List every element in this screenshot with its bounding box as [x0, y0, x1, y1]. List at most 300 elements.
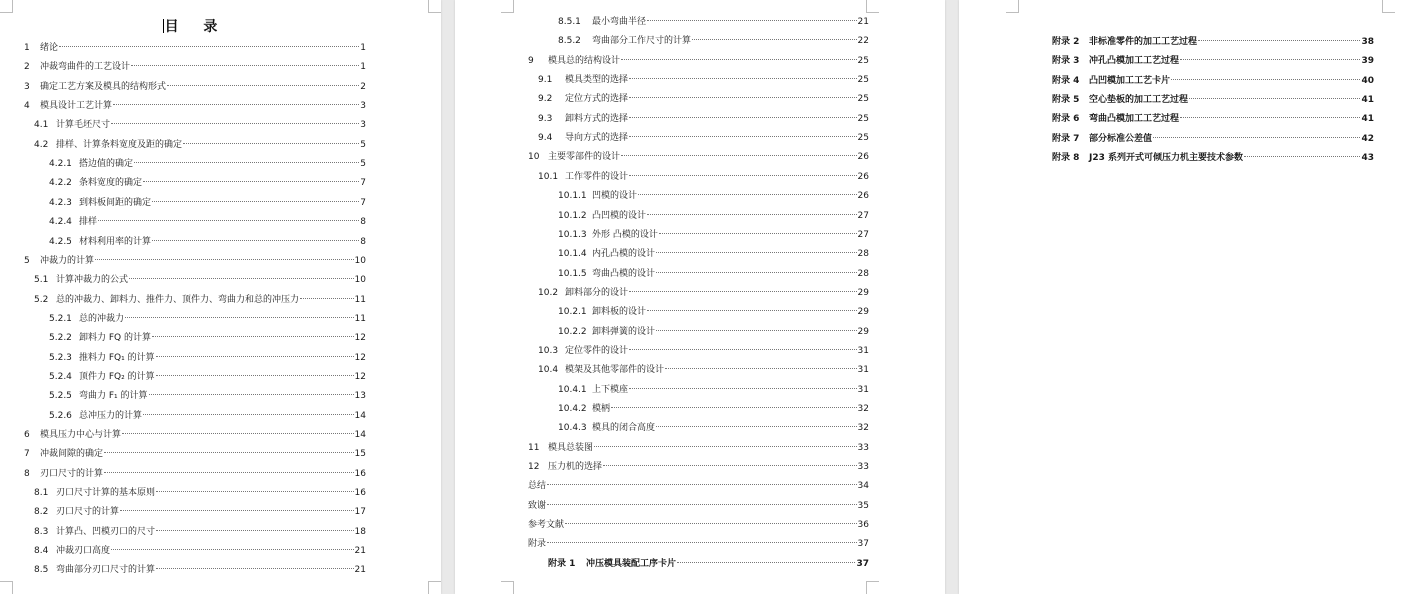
toc-entry[interactable] [49, 370, 366, 384]
dot-leader [120, 510, 354, 511]
toc-entry-title: 空心垫板的加工工艺过程 [1089, 95, 1189, 105]
toc-entry-title: 卸料板的设计 [592, 307, 647, 317]
toc-entry-page-number: 21 [354, 546, 366, 556]
toc-entry-title: 弯曲凸模加工工艺过程 [1089, 114, 1180, 124]
toc-entry-title: 冲裁力的计算 [40, 256, 95, 266]
toc-entry-number: 附录 6 [1052, 114, 1080, 124]
toc-entry-page-number: 1 [360, 43, 366, 53]
toc-entry[interactable] [528, 150, 869, 164]
dot-leader [125, 317, 354, 318]
toc-entry-page-number: 3 [360, 101, 366, 111]
toc-entry-page-number: 41 [1361, 95, 1374, 105]
toc-entry-title: 模柄 [592, 404, 611, 414]
toc-entry-number: 8.3 [34, 527, 49, 537]
dot-leader [143, 414, 354, 415]
toc-entry-number: 10.4.3 [558, 423, 587, 433]
toc-entry[interactable] [34, 544, 366, 558]
toc-entry[interactable] [24, 80, 366, 94]
dot-leader [143, 181, 359, 182]
toc-entry-page-number: 14 [354, 411, 366, 421]
toc-entry[interactable] [538, 131, 869, 145]
dot-leader [104, 472, 354, 473]
toc-entry-number: 10.1.4 [558, 249, 587, 259]
toc-entry-number: 10.1 [538, 172, 559, 182]
toc-entry[interactable] [24, 99, 366, 113]
toc-entry-number: 10.2.1 [558, 307, 587, 317]
dot-leader [659, 233, 857, 234]
dot-leader [1189, 98, 1360, 99]
dot-leader [629, 175, 857, 176]
toc-entry-page-number: 40 [1361, 76, 1374, 86]
toc-entry-number: 4.2.4 [49, 217, 72, 227]
toc-entry-page-number: 39 [1361, 56, 1374, 66]
crop-mark [501, 581, 514, 594]
toc-entry[interactable] [558, 421, 869, 435]
toc-entry-title: 排样 [79, 217, 98, 227]
toc-entry-number: 11 [528, 443, 540, 453]
toc-entry-number: 9.1 [538, 75, 553, 85]
toc-entry-page-number: 36 [857, 520, 869, 530]
dot-leader [665, 368, 857, 369]
toc-entry[interactable] [34, 563, 366, 577]
toc-entry-title: 模具压力中心与计算 [40, 430, 122, 440]
toc-entry-title: 顶件力 FQ₂ 的计算 [79, 372, 155, 382]
toc-entry-page-number: 27 [857, 230, 869, 240]
toc-entry-title: 推料力 FQ₁ 的计算 [79, 353, 155, 363]
dot-leader [129, 278, 354, 279]
toc-entry-number: 9.4 [538, 133, 553, 143]
toc-entry-title: 计算凸、凹模刃口的尺寸 [56, 527, 156, 537]
toc-entry-page-number: 35 [857, 501, 869, 511]
toc-entry[interactable] [528, 499, 869, 513]
toc-entry-number: 10.1.1 [558, 191, 587, 201]
document-page-1 [0, 0, 441, 594]
dot-leader [629, 136, 857, 137]
toc-entry-title: 刃口尺寸的计算 [40, 469, 104, 479]
dot-leader [152, 336, 354, 337]
toc-entry[interactable] [49, 176, 366, 190]
toc-entry[interactable] [24, 428, 366, 442]
toc-entry-title: 冲压模具装配工序卡片 [586, 559, 677, 569]
dot-leader [1180, 59, 1360, 60]
toc-entry-page-number: 7 [360, 198, 366, 208]
dot-leader [131, 65, 359, 66]
dot-leader [156, 568, 354, 569]
toc-entry[interactable] [34, 486, 366, 500]
toc-entry-title: 总的冲裁力 [79, 314, 125, 324]
toc-entry-page-number: 25 [857, 94, 869, 104]
toc-entry-title: 卸料力 FQ 的计算 [79, 333, 151, 343]
toc-appendix-entry[interactable] [1052, 74, 1374, 88]
toc-entry-title: 总结 [528, 481, 547, 491]
toc-entry-page-number: 3 [360, 120, 366, 130]
toc-entry-title: 定位零件的设计 [565, 346, 629, 356]
dot-leader [621, 155, 857, 156]
toc-appendix-entry[interactable] [1052, 54, 1374, 68]
dot-leader [104, 452, 354, 453]
toc-entry-title: 刃口尺寸的计算 [56, 507, 120, 517]
toc-entry-page-number: 26 [857, 152, 869, 162]
toc-appendix-entry[interactable] [1052, 151, 1374, 165]
toc-entry-page-number: 16 [354, 488, 366, 498]
toc-entry-number: 10.1.5 [558, 269, 587, 279]
dot-leader [647, 214, 857, 215]
toc-entry-page-number: 13 [354, 391, 366, 401]
toc-entry-page-number: 31 [857, 346, 869, 356]
crop-mark [501, 0, 514, 13]
toc-entry-number: 4.2.5 [49, 237, 72, 247]
toc-entry[interactable] [558, 34, 869, 48]
toc-entry[interactable] [34, 525, 366, 539]
toc-entry-title: 绪论 [40, 43, 59, 53]
toc-entry-title: 弯曲部分工作尺寸的计算 [592, 36, 692, 46]
dot-leader [1171, 79, 1360, 80]
toc-entry-page-number: 42 [1361, 134, 1374, 144]
toc-entry[interactable] [34, 293, 366, 307]
dot-leader [647, 310, 857, 311]
toc-entry-number: 5 [24, 256, 30, 266]
crop-mark [428, 581, 441, 594]
crop-mark [1382, 0, 1395, 13]
toc-entry-page-number: 43 [1361, 153, 1374, 163]
toc-entry-title: 卸料弹簧的设计 [592, 327, 656, 337]
toc-entry-page-number: 41 [1361, 114, 1374, 124]
dot-leader [656, 252, 857, 253]
toc-entry[interactable] [34, 138, 366, 152]
toc-entry-page-number: 26 [857, 191, 869, 201]
dot-leader [656, 426, 857, 427]
toc-entry-number: 8.1 [34, 488, 49, 498]
dot-leader [149, 394, 354, 395]
toc-entry-number: 10.4.1 [558, 385, 587, 395]
toc-entry-page-number: 32 [857, 404, 869, 414]
dot-leader [547, 542, 857, 543]
toc-entry-page-number: 15 [354, 449, 366, 459]
dot-leader [603, 465, 857, 466]
toc-entry-number: 8.4 [34, 546, 49, 556]
toc-entry[interactable] [49, 235, 366, 249]
dot-leader [111, 549, 354, 550]
toc-entry[interactable] [49, 389, 366, 403]
dot-leader [156, 530, 354, 531]
toc-entry-page-number: 37 [857, 539, 869, 549]
toc-entry-number: 5.2.6 [49, 411, 72, 421]
toc-entry[interactable] [558, 383, 869, 397]
dot-leader [111, 123, 359, 124]
toc-entry-page-number: 17 [354, 507, 366, 517]
dot-leader [113, 104, 359, 105]
toc-entry[interactable] [49, 331, 366, 345]
toc-entry[interactable] [24, 467, 366, 481]
toc-entry-page-number: 26 [857, 172, 869, 182]
toc-appendix-entry[interactable] [548, 557, 869, 571]
toc-entry-number: 7 [24, 449, 30, 459]
toc-entry-number: 4.1 [34, 120, 49, 130]
toc-entry-page-number: 2 [360, 82, 366, 92]
toc-entry-page-number: 5 [360, 140, 366, 150]
toc-entry[interactable] [24, 41, 366, 55]
dot-leader [134, 162, 359, 163]
toc-entry-number: 5.1 [34, 275, 49, 285]
toc-entry-title: 刃口尺寸计算的基本原则 [56, 488, 156, 498]
toc-entry-number: 9 [528, 56, 534, 66]
toc-appendix-entry[interactable] [1052, 35, 1374, 49]
dot-leader [656, 330, 857, 331]
toc-entry-title: 导向方式的选择 [565, 133, 629, 143]
dot-leader [629, 117, 857, 118]
toc-entry-number: 4.2 [34, 140, 49, 150]
toc-entry[interactable] [558, 209, 869, 223]
dot-leader [95, 259, 354, 260]
toc-appendix-entry[interactable] [1052, 93, 1374, 107]
toc-entry-title: 模具设计工艺计算 [40, 101, 113, 111]
dot-leader [156, 491, 354, 492]
toc-entry-title: 条料宽度的确定 [79, 178, 143, 188]
toc-entry-number: 2 [24, 62, 30, 72]
dot-leader [300, 298, 354, 299]
dot-leader [629, 388, 857, 389]
toc-entry[interactable] [49, 157, 366, 171]
toc-entry-page-number: 25 [857, 133, 869, 143]
toc-entry-title: 致谢 [528, 501, 547, 511]
toc-entry-page-number: 25 [857, 56, 869, 66]
toc-entry-number: 12 [528, 462, 540, 472]
crop-mark [0, 581, 13, 594]
toc-entry-page-number: 31 [857, 365, 869, 375]
toc-entry-number: 10.1.2 [558, 211, 587, 221]
toc-entry-title: 模具总的结构设计 [548, 56, 621, 66]
toc-entry-number: 8.2 [34, 507, 49, 517]
toc-entry[interactable] [49, 215, 366, 229]
toc-entry-number: 5.2 [34, 295, 49, 305]
dot-leader [122, 433, 354, 434]
toc-entry-page-number: 12 [354, 372, 366, 382]
document-page-2 [455, 0, 945, 594]
toc-entry-number: 3 [24, 82, 30, 92]
toc-entry-number: 10.4 [538, 365, 559, 375]
toc-entry[interactable] [528, 460, 869, 474]
toc-entry-page-number: 34 [857, 481, 869, 491]
toc-entry-page-number: 25 [857, 75, 869, 85]
toc-entry-page-number: 10 [354, 256, 366, 266]
toc-entry-number: 8.5 [34, 565, 49, 575]
toc-entry[interactable] [24, 60, 366, 74]
toc-entry-title: 附录 [528, 539, 547, 549]
toc-entry-number: 4.2.2 [49, 178, 72, 188]
toc-entry[interactable] [34, 118, 366, 132]
toc-entry-number: 9.3 [538, 114, 553, 124]
dot-leader [98, 220, 359, 221]
dot-leader [621, 59, 857, 60]
toc-entry[interactable] [558, 15, 869, 29]
toc-entry[interactable] [538, 92, 869, 106]
toc-entry-title: 到料板间距的确定 [79, 198, 152, 208]
toc-entry[interactable] [24, 447, 366, 461]
dot-leader [594, 446, 857, 447]
toc-entry-title: 模具类型的选择 [565, 75, 629, 85]
toc-entry-title: 部分标准公差值 [1089, 134, 1153, 144]
toc-entry-page-number: 32 [857, 423, 869, 433]
toc-entry[interactable] [538, 286, 869, 300]
dot-leader [677, 562, 855, 563]
toc-entry-title: 工作零件的设计 [565, 172, 629, 182]
toc-entry[interactable] [528, 441, 869, 455]
toc-entry-title: 参考文献 [528, 520, 565, 530]
toc-entry-number: 4.2.1 [49, 159, 72, 169]
toc-entry[interactable] [24, 254, 366, 268]
toc-entry-title: 模架及其他零部件的设计 [565, 365, 665, 375]
toc-entry[interactable] [49, 312, 366, 326]
toc-entry[interactable] [538, 344, 869, 358]
toc-entry-title: 模具的闭合高度 [592, 423, 656, 433]
toc-entry-number: 10.4.2 [558, 404, 587, 414]
toc-entry-page-number: 33 [857, 443, 869, 453]
toc-entry-page-number: 11 [354, 295, 366, 305]
toc-entry-number: 10.3 [538, 346, 559, 356]
toc-entry-title: 压力机的选择 [548, 462, 603, 472]
toc-entry[interactable] [34, 505, 366, 519]
toc-entry-title: 上下模座 [592, 385, 629, 395]
toc-appendix-entry[interactable] [1052, 132, 1374, 146]
toc-entry-number: 附录 3 [1052, 56, 1080, 66]
toc-entry[interactable] [528, 479, 869, 493]
toc-entry[interactable] [528, 537, 869, 551]
dot-leader [565, 523, 857, 524]
toc-entry[interactable] [49, 409, 366, 423]
toc-entry-number: 10.2 [538, 288, 559, 298]
toc-entry-number: 10.1.3 [558, 230, 587, 240]
toc-entry-number: 10.2.2 [558, 327, 587, 337]
document-page-3 [959, 0, 1423, 594]
toc-entry-page-number: 31 [857, 385, 869, 395]
toc-entry[interactable] [49, 196, 366, 210]
dot-leader [1153, 137, 1360, 138]
toc-entry-title: 内孔凸模的设计 [592, 249, 656, 259]
dot-leader [638, 194, 857, 195]
toc-entry-number: 8.5.1 [558, 17, 581, 27]
toc-entry-page-number: 11 [354, 314, 366, 324]
toc-appendix-entry[interactable] [1052, 112, 1374, 126]
toc-entry-title: 主要零部件的设计 [548, 152, 621, 162]
toc-entry-page-number: 14 [354, 430, 366, 440]
toc-entry-number: 8.5.2 [558, 36, 581, 46]
crop-mark [0, 0, 13, 13]
toc-title [0, 16, 390, 36]
toc-entry[interactable] [558, 189, 869, 203]
toc-entry[interactable] [558, 305, 869, 319]
toc-entry-page-number: 37 [856, 559, 869, 569]
toc-entry-number: 5.2.5 [49, 391, 72, 401]
toc-entry-title: 计算冲裁力的公式 [56, 275, 129, 285]
toc-entry-title: 卸料方式的选择 [565, 114, 629, 124]
toc-entry[interactable] [538, 170, 869, 184]
toc-entry-title: 定位方式的选择 [565, 94, 629, 104]
dot-leader [183, 143, 359, 144]
toc-entry-title: 冲裁刃口高度 [56, 546, 111, 556]
toc-entry[interactable] [558, 402, 869, 416]
toc-entry[interactable] [538, 363, 869, 377]
crop-mark [428, 0, 441, 13]
toc-entry[interactable] [538, 112, 869, 126]
toc-entry-number: 附录 7 [1052, 134, 1080, 144]
dot-leader [547, 484, 857, 485]
toc-entry-page-number: 18 [354, 527, 366, 537]
toc-entry[interactable] [34, 273, 366, 287]
dot-leader [629, 78, 857, 79]
dot-leader [692, 39, 857, 40]
toc-entry-title: 计算毛坯尺寸 [56, 120, 111, 130]
dot-leader [647, 20, 857, 21]
toc-entry-number: 附录 8 [1052, 153, 1080, 163]
toc-entry-number: 附录 2 [1052, 37, 1080, 47]
toc-entry[interactable] [528, 518, 869, 532]
toc-entry[interactable] [538, 73, 869, 87]
toc-entry-title: 凸凹模加工工艺卡片 [1089, 76, 1171, 86]
dot-leader [611, 407, 857, 408]
toc-entry-page-number: 7 [360, 178, 366, 188]
toc-entry[interactable] [49, 351, 366, 365]
toc-entry-number: 5.2.4 [49, 372, 72, 382]
dot-leader [156, 375, 354, 376]
dot-leader [1244, 156, 1360, 157]
toc-entry-title: 外形 凸模的设计 [592, 230, 658, 240]
toc-entry[interactable] [558, 228, 869, 242]
toc-entry-number: 附录 5 [1052, 95, 1080, 105]
dot-leader [152, 201, 359, 202]
toc-entry[interactable] [558, 267, 869, 281]
toc-entry-page-number: 22 [857, 36, 869, 46]
crop-mark [866, 0, 879, 13]
toc-entry-page-number: 21 [354, 565, 366, 575]
toc-entry-page-number: 8 [360, 217, 366, 227]
toc-entry[interactable] [528, 54, 869, 68]
toc-entry-page-number: 33 [857, 462, 869, 472]
toc-entry-number: 10 [528, 152, 540, 162]
toc-entry-title: 冲孔凸模加工工艺过程 [1089, 56, 1180, 66]
toc-entry-title: 模具总装图 [548, 443, 594, 453]
toc-entry-page-number: 1 [360, 62, 366, 72]
toc-entry-number: 8 [24, 469, 30, 479]
toc-entry-title: J23 系列开式可倾压力机主要技术参数 [1089, 153, 1244, 163]
toc-entry-number: 6 [24, 430, 30, 440]
toc-entry[interactable] [558, 247, 869, 261]
toc-entry-title: 冲裁间隙的确定 [40, 449, 104, 459]
toc-entry-page-number: 29 [857, 307, 869, 317]
toc-entry-title: 卸料部分的设计 [565, 288, 629, 298]
dot-leader [59, 46, 359, 47]
toc-entry-page-number: 29 [857, 327, 869, 337]
toc-entry-page-number: 28 [857, 249, 869, 259]
toc-entry-number: 5.2.3 [49, 353, 72, 363]
toc-entry-number: 5.2.1 [49, 314, 72, 324]
crop-mark [1006, 0, 1019, 13]
toc-entry-title: 搭边值的确定 [79, 159, 134, 169]
toc-entry-title: 弯曲力 F₁ 的计算 [79, 391, 148, 401]
toc-entry[interactable] [558, 325, 869, 339]
toc-entry-title: 冲裁弯曲件的工艺设计 [40, 62, 131, 72]
toc-entry-page-number: 16 [354, 469, 366, 479]
toc-entry-number: 附录 1 [548, 559, 576, 569]
toc-entry-page-number: 38 [1361, 37, 1374, 47]
toc-entry-title: 总冲压力的计算 [79, 411, 143, 421]
toc-entry-number: 9.2 [538, 94, 553, 104]
dot-leader [629, 97, 857, 98]
toc-entry-title: 材料利用率的计算 [79, 237, 152, 247]
toc-entry-number: 4 [24, 101, 30, 111]
crop-mark [866, 581, 879, 594]
toc-entry-page-number: 5 [360, 159, 366, 169]
toc-entry-title: 总的冲裁力、卸料力、推件力、顶件力、弯曲力和总的冲压力 [56, 295, 300, 305]
